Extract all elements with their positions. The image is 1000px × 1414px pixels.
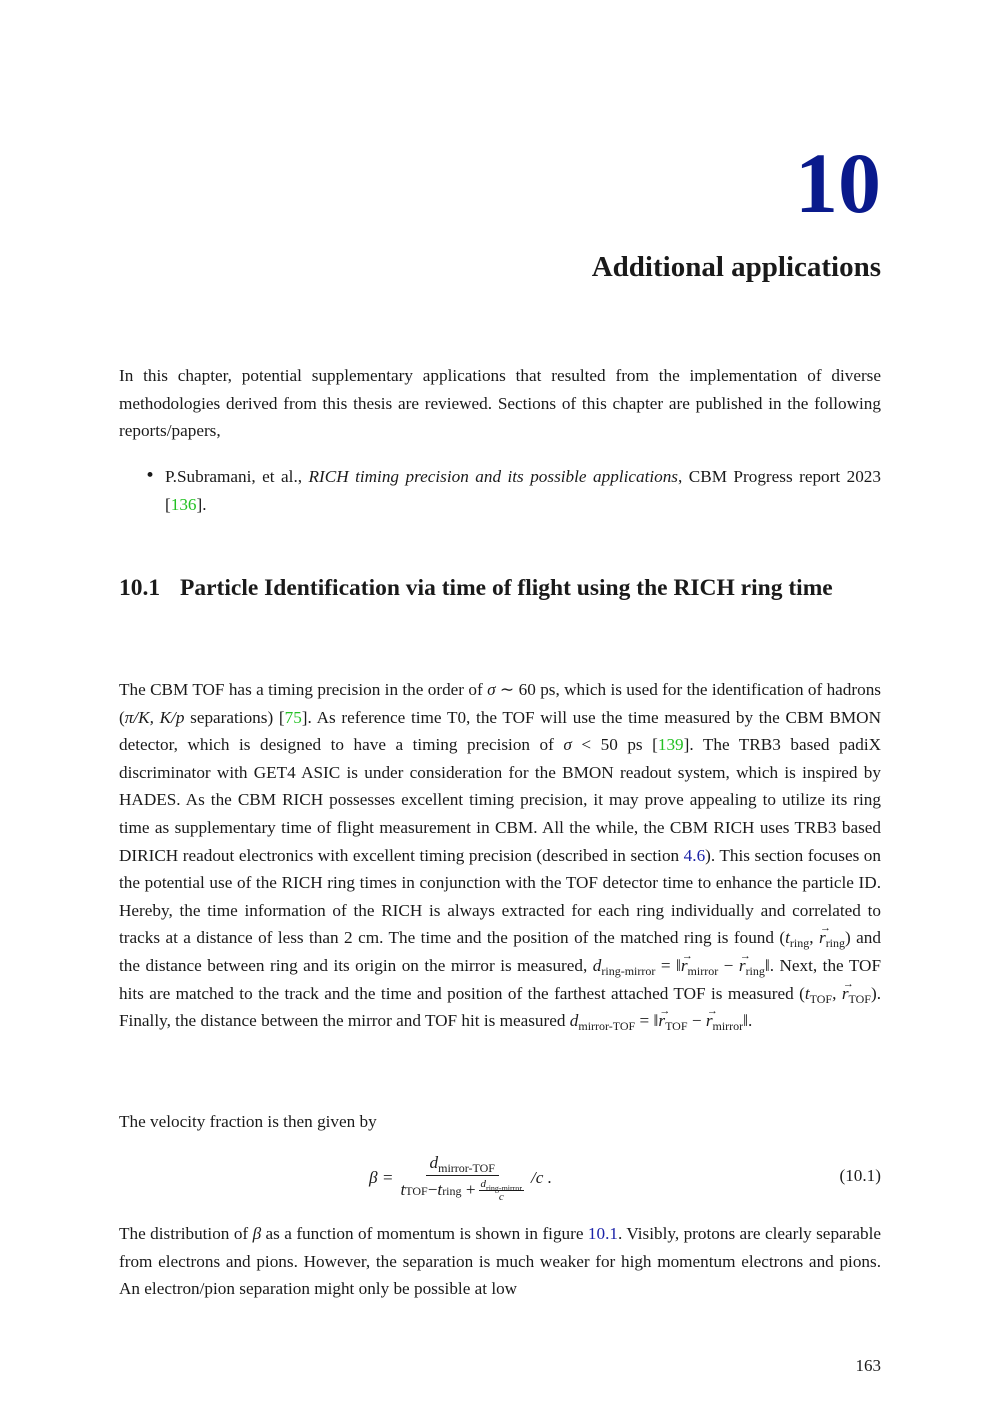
body-paragraph-2: The velocity fraction is then given by [119, 1112, 377, 1131]
nested-fraction: $\frac{d_{ring-mirror}}{c}$ [480, 1178, 523, 1204]
citation-link-139[interactable]: 139 [657, 735, 684, 755]
page-number: 163 [855, 1356, 881, 1375]
equation-10-1 [119, 1150, 881, 1210]
publication-list-item [145, 463, 881, 518]
body-paragraph-1: The CBM TOF has a timing precision in the order of σ ∼ 60 ps, which is used for the identification of hadrons (π/K, K/p separations) [75]. As reference time T0, the TOF will use the time measured by the CBM BMON detector, which is designed to have a timing precision of σ < 50 ps [139]. The TRB3 based padiX discriminator with GET4 ASIC is under consideration for the BMON readout system, which is inspired by HADES. As the CBM RICH possesses excellent timing precision, it may prove appealing to utilize its ring time as supplementary time of flight measurement in CBM. All the while, the CBM RICH uses TRB3 based DIRICH readout electronics with excellent timing precision (described in section 4.6). This section focuses on the potential use of the RICH ring times in conjunction with the TOF detector time to enhance the particle ID. Hereby, the time information of the RICH is always extracted for each ring individually and correlated to tracks at a distance of less than 2 cm. The time and the position of the matched ring is found ($t_{ring}$, → $r_{ring}$) and the distance between ring and its origin on the mirror is measured, $d_{ring-mirror}$ = ‖→ $r_{mirror}$ − → $r_{ring}‖$. Next, the TOF hits are matched to the track and the time and position of the farthest attached TOF is measured ($t_{TOF}$, → $r_{TOF}$). Finally, the distance between the mirror and TOF hit is measured $d_{mirror-TOF}$ = ‖→ $r_{TOF}$ − → $r_{mirror}‖$. [119, 676, 881, 1035]
body-paragraph-3: The distribution of β as a function of momentum is shown in figure 10.1. Visibly, protons are clearly separable from electrons and pions. However, the separation is much weaker for high momentum electrons and pions. An electron/pion separation might only be possible at low [119, 1224, 882, 1299]
section-title: Particle Identification via time of flight using the RICH ring time [180, 575, 833, 601]
section-number: 10.1 [119, 575, 161, 601]
publication-title: RICH timing precision and its possible applications [308, 467, 678, 486]
section-reference-link[interactable]: 4.6 [683, 845, 706, 865]
intro-paragraph: In this chapter, potential supplementary applications that resulted from the implementation of diverse methodologies derived from this thesis are reviewed. Sections of this chapter are published in the following reports/papers, [119, 366, 881, 441]
citation-link-75[interactable]: 75 [284, 707, 302, 727]
page [119, 0, 881, 1414]
bullet-icon: • [145, 466, 156, 486]
equation-tail: /c . [531, 1168, 553, 1187]
figure-reference-link[interactable]: 10.1 [587, 1224, 618, 1243]
fraction-denominator: t TOF − t ring + $\frac{d_{ring-mirror}}{c}$ [400, 1178, 523, 1204]
equation-lhs: β = [369, 1168, 394, 1187]
equation-body [369, 1150, 552, 1206]
chapter-number: 10 [795, 135, 881, 231]
equation-fraction [396, 1153, 528, 1204]
section-heading [119, 570, 881, 606]
fraction-numerator: $d_{mirror-TOF}$ [426, 1153, 499, 1177]
chapter-title: Additional applications [591, 251, 881, 283]
equation-label: (10.1) [839, 1166, 881, 1185]
citation-link-136[interactable]: 136 [170, 494, 197, 514]
publication-text: P.Subramani, et al., RICH timing precision and its possible applications, CBM Progress report 2023 [136]. [165, 467, 881, 514]
